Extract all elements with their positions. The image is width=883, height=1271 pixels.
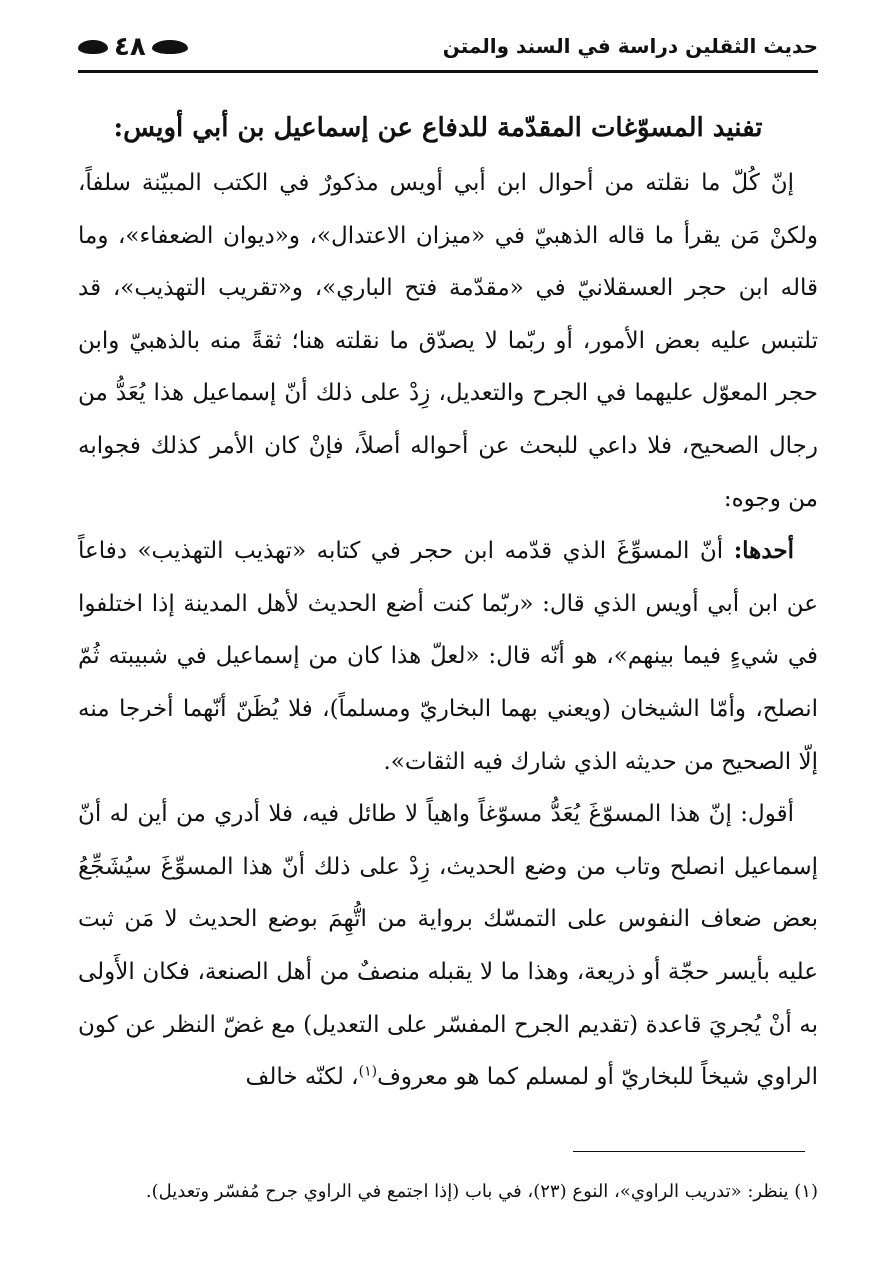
paragraph-1-text: إنّ كُلّ ما نقلته من أحوال ابن أبي أويس مذكورٌ في الكتب المبيّنة سلفاً، ولكنْ مَن يقرأ ما قاله الذهبيّ في «ميزان الاعتدال»، و«ديوان الضعفاء»، وما قاله ابن حجر العسقلانيّ في «مقدّمة فتح الباري»، و«تقريب التهذيب»، قد تلتبس عليه بعض الأمور، أو ربّما لا يصدّق ما نقلته هنا؛ ثقةً منه بالذهبيّ وابن حجر المعوّل عليهما في الجرح والتعديل، زِدْ على ذلك أنّ إسماعيل هذا يُعَدُّ من رجال الصحيح، فلا داعي للبحث عن أحواله أصلاً، فإنْ كان الأمر كذلك فجوابه من وجوه: bbox=[78, 170, 818, 512]
footnote-reference[interactable]: (١) bbox=[358, 1063, 378, 1080]
paragraph-3-text: أقول: إنّ هذا المسوّغَ يُعَدُّ مسوّغاً واهياً لا طائل فيه، فلا أدري من أين له أنّ إسماعيل انصلح وتاب من وضع الحديث، زِدْ على ذلك أنّ هذا المسوِّغَ سيُشَجِّعُ بعض ضعاف النفوس على التمسّك برواية من اتُّهِمَ بوضع الحديث لا مَن ثبت عليه بأيسر حجّة أو ذريعة، وهذا ما لا يقبله منصفٌ من أهل الصنعة، فكان الأَولى به أنْ يُجريَ قاعدة (تقديم الجرح المفسّر على التعديل) مع غضّ النظر عن كون الراوي شيخاً للبخاريّ أو لمسلم كما هو معروف bbox=[78, 801, 818, 1091]
footnote-separator bbox=[573, 1151, 805, 1152]
page-number: ٤٨ bbox=[114, 32, 146, 62]
header-rule bbox=[78, 70, 818, 73]
paragraph-1 bbox=[78, 157, 818, 525]
ornament-right-icon bbox=[152, 40, 188, 54]
running-title: حديث الثقلين دراسة في السند والمتن bbox=[442, 34, 818, 58]
paragraph-3 bbox=[78, 788, 818, 1104]
page-header bbox=[78, 30, 818, 74]
paragraph-2 bbox=[78, 525, 818, 788]
page-number-block bbox=[78, 30, 188, 64]
paragraph-3-tail: ، لكنّه خالف bbox=[245, 1064, 359, 1091]
paragraph-2-lead: أحدها: bbox=[733, 537, 794, 565]
footnote: (١) ينظر: «تدريب الراوي»، النوع (٢٣)، في باب (إذا اجتمع في الراوي جرح مُفسّر وتعديل). bbox=[145, 1181, 818, 1202]
ornament-left-icon bbox=[78, 40, 108, 54]
main-text bbox=[78, 105, 818, 1104]
paragraph-2-text: أنّ المسوِّغَ الذي قدّمه ابن حجر في كتابه «تهذيب التهذيب» دفاعاً عن ابن أبي أويس الذي قال: «ربّما كنت أضع الحديث لأهل المدينة إذا اختلفوا في شيءٍ فيما بينهم»، هو أنّه قال: «لعلّ هذا كان من إسماعيل في شبيبته ثُمّ انصلح، وأمّا الشيخان (ويعني بهما البخاريّ ومسلماً)، فلا يُظَنّ أنّهما أخرجا منه إلّا الصحيح من حديثه الذي شارك فيه الثقات». bbox=[78, 538, 818, 775]
section-heading: تفنيد المسوّغات المقدّمة للدفاع عن إسماعيل بن أبي أويس: bbox=[113, 113, 763, 143]
